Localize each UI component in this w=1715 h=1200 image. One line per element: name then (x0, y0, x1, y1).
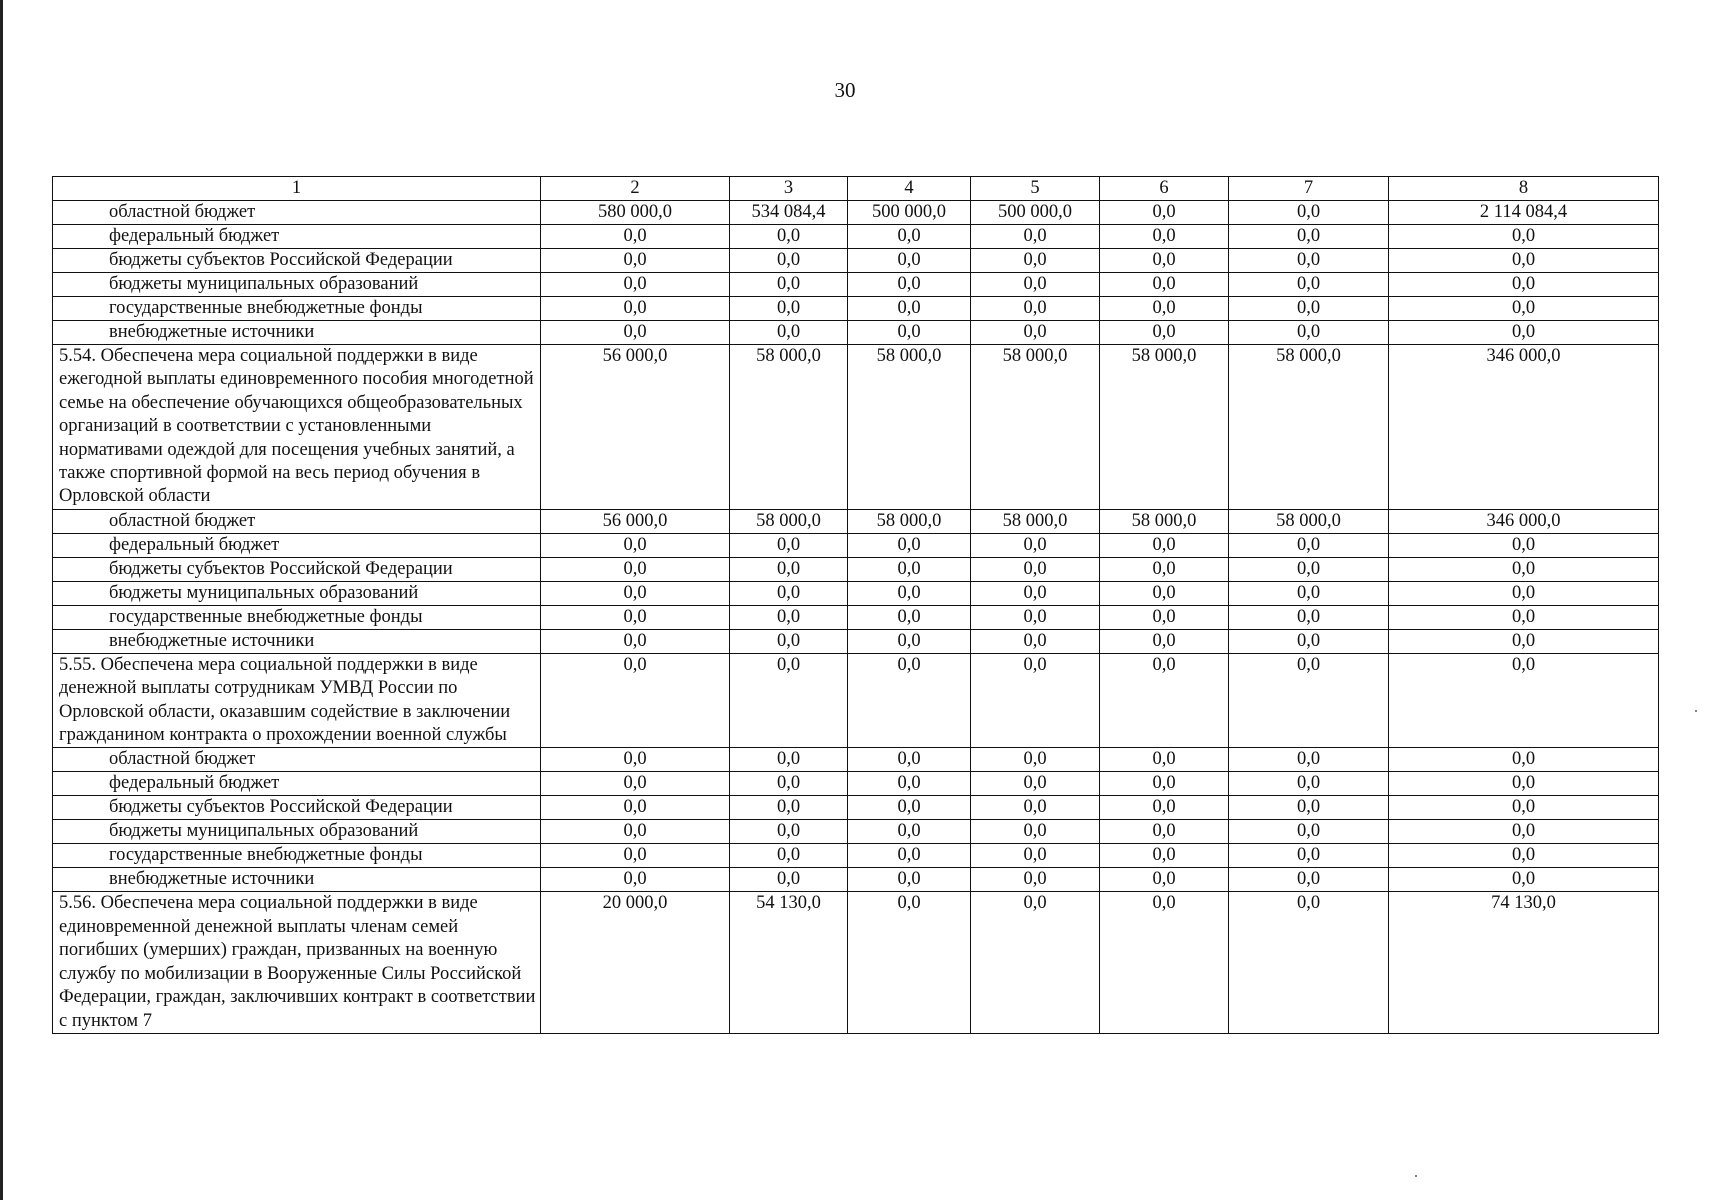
year-value-cell: 0,0 (730, 225, 848, 249)
year-value-cell: 0,0 (541, 557, 730, 581)
year-value-cell: 0,0 (730, 605, 848, 629)
year-value-cell: 0,0 (971, 581, 1100, 605)
year-value-cell: 56 000,0 (541, 509, 730, 533)
total-value-cell: 0,0 (1389, 820, 1659, 844)
year-value-cell: 0,0 (1100, 748, 1229, 772)
header-cell-col-3: 3 (730, 177, 848, 201)
scan-edge (0, 0, 3, 1200)
total-value-cell: 0,0 (1389, 225, 1659, 249)
year-value-cell: 0,0 (541, 796, 730, 820)
year-value-cell: 0,0 (730, 533, 848, 557)
measure-description: 5.54. Обеспечена мера социальной поддержки в виде ежегодной выплаты единовременного пособия многодетной семье на обеспечение обучающихся общеобразовательных организаций в соответствии с установленными нормативами одеждой для посещения учебных занятий, а также спортивной формой на весь период обучения в Орловской области (53, 345, 541, 510)
funding-source-label: внебюджетные источники (53, 321, 541, 345)
funding-source-label: внебюджетные источники (53, 629, 541, 653)
total-value-cell: 0,0 (1389, 605, 1659, 629)
year-value-cell: 0,0 (1100, 321, 1229, 345)
source-row (53, 533, 1659, 557)
year-value-cell: 534 084,4 (730, 201, 848, 225)
source-row (53, 605, 1659, 629)
year-value-cell: 0,0 (971, 249, 1100, 273)
year-value-cell: 0,0 (1229, 297, 1389, 321)
scan-speck (1695, 710, 1697, 712)
year-value-cell: 58 000,0 (848, 509, 971, 533)
source-row (53, 557, 1659, 581)
year-value-cell: 0,0 (1100, 868, 1229, 892)
year-value-cell: 0,0 (971, 748, 1100, 772)
year-value-cell: 0,0 (730, 581, 848, 605)
total-value-cell: 0,0 (1389, 581, 1659, 605)
measure-description: 5.56. Обеспечена мера социальной поддержки в виде единовременной денежной выплаты членам семей погибших (умерших) граждан, призванных на военную службу по мобилизации в Вооруженные Силы Российской Федерации, граждан, заключивших контракт в соответствии с пунктом 7 (53, 892, 541, 1033)
source-row (53, 820, 1659, 844)
funding-source-label: государственные внебюджетные фонды (53, 605, 541, 629)
year-value-cell: 0,0 (1100, 796, 1229, 820)
year-value-cell: 0,0 (1100, 225, 1229, 249)
year-value-cell: 0,0 (541, 868, 730, 892)
year-value-cell: 580 000,0 (541, 201, 730, 225)
funding-source-label: федеральный бюджет (53, 225, 541, 249)
year-value-cell: 0,0 (541, 225, 730, 249)
funding-source-label: бюджеты муниципальных образований (53, 273, 541, 297)
total-value-cell: 0,0 (1389, 653, 1659, 748)
year-value-cell: 500 000,0 (971, 201, 1100, 225)
year-value-cell: 0,0 (730, 748, 848, 772)
year-value-cell: 58 000,0 (971, 509, 1100, 533)
year-value-cell: 0,0 (730, 772, 848, 796)
year-value-cell: 0,0 (848, 629, 971, 653)
year-value-cell: 0,0 (1229, 273, 1389, 297)
year-value-cell: 0,0 (730, 557, 848, 581)
year-value-cell: 0,0 (848, 748, 971, 772)
year-value-cell: 0,0 (1229, 557, 1389, 581)
year-value-cell: 0,0 (541, 321, 730, 345)
year-value-cell: 56 000,0 (541, 345, 730, 510)
year-value-cell: 0,0 (971, 273, 1100, 297)
source-row (53, 273, 1659, 297)
funding-source-label: бюджеты муниципальных образований (53, 581, 541, 605)
page-number: 30 (834, 78, 856, 102)
source-row (53, 201, 1659, 225)
source-row (53, 321, 1659, 345)
year-value-cell: 0,0 (730, 820, 848, 844)
year-value-cell: 0,0 (1100, 557, 1229, 581)
header-cell-col-1: 1 (53, 177, 541, 201)
header-cell-col-6: 6 (1100, 177, 1229, 201)
year-value-cell: 500 000,0 (848, 201, 971, 225)
year-value-cell: 58 000,0 (730, 345, 848, 510)
year-value-cell: 0,0 (1229, 629, 1389, 653)
year-value-cell: 0,0 (1100, 629, 1229, 653)
year-value-cell: 0,0 (541, 533, 730, 557)
year-value-cell: 0,0 (1229, 653, 1389, 748)
year-value-cell: 0,0 (971, 225, 1100, 249)
funding-source-label: областной бюджет (53, 509, 541, 533)
header-cell-col-4: 4 (848, 177, 971, 201)
scan-speck (1415, 1175, 1417, 1177)
funding-source-label: внебюджетные источники (53, 868, 541, 892)
total-value-cell: 0,0 (1389, 297, 1659, 321)
year-value-cell: 0,0 (848, 225, 971, 249)
year-value-cell: 0,0 (541, 748, 730, 772)
year-value-cell: 0,0 (541, 605, 730, 629)
total-value-cell: 0,0 (1389, 748, 1659, 772)
year-value-cell: 0,0 (971, 605, 1100, 629)
source-row (53, 225, 1659, 249)
year-value-cell: 0,0 (1229, 820, 1389, 844)
source-row (53, 748, 1659, 772)
total-value-cell: 346 000,0 (1389, 509, 1659, 533)
year-value-cell: 0,0 (541, 820, 730, 844)
year-value-cell: 0,0 (1100, 820, 1229, 844)
section-row (53, 653, 1659, 748)
year-value-cell: 0,0 (730, 844, 848, 868)
year-value-cell: 0,0 (730, 629, 848, 653)
year-value-cell: 0,0 (1229, 772, 1389, 796)
year-value-cell: 0,0 (848, 581, 971, 605)
year-value-cell: 0,0 (1229, 249, 1389, 273)
year-value-cell: 0,0 (848, 249, 971, 273)
year-value-cell: 0,0 (848, 892, 971, 1033)
funding-source-label: бюджеты субъектов Российской Федерации (53, 249, 541, 273)
year-value-cell: 58 000,0 (971, 345, 1100, 510)
year-value-cell: 58 000,0 (1229, 345, 1389, 510)
header-cell-col-8: 8 (1389, 177, 1659, 201)
year-value-cell: 0,0 (848, 321, 971, 345)
year-value-cell: 0,0 (541, 844, 730, 868)
year-value-cell: 0,0 (848, 820, 971, 844)
year-value-cell: 0,0 (971, 844, 1100, 868)
funding-source-label: бюджеты муниципальных образований (53, 820, 541, 844)
year-value-cell: 0,0 (848, 868, 971, 892)
year-value-cell: 0,0 (1229, 748, 1389, 772)
year-value-cell: 0,0 (730, 321, 848, 345)
year-value-cell: 0,0 (730, 868, 848, 892)
year-value-cell: 58 000,0 (848, 345, 971, 510)
year-value-cell: 0,0 (1100, 581, 1229, 605)
year-value-cell: 0,0 (971, 653, 1100, 748)
total-value-cell: 0,0 (1389, 629, 1659, 653)
year-value-cell: 58 000,0 (730, 509, 848, 533)
header-cell-col-2: 2 (541, 177, 730, 201)
year-value-cell: 0,0 (971, 820, 1100, 844)
year-value-cell: 0,0 (971, 629, 1100, 653)
year-value-cell: 0,0 (1100, 273, 1229, 297)
year-value-cell: 0,0 (1100, 653, 1229, 748)
year-value-cell: 0,0 (1229, 321, 1389, 345)
year-value-cell: 0,0 (730, 249, 848, 273)
measure-description: 5.55. Обеспечена мера социальной поддержки в виде денежной выплаты сотрудникам УМВД России по Орловской области, оказавшим содействие в заключении гражданином контракта о прохождении военной службы (53, 653, 541, 748)
funding-source-label: федеральный бюджет (53, 533, 541, 557)
source-row (53, 844, 1659, 868)
source-row (53, 868, 1659, 892)
year-value-cell: 0,0 (541, 653, 730, 748)
table-body (53, 177, 1659, 1034)
section-row (53, 892, 1659, 1033)
total-value-cell: 0,0 (1389, 844, 1659, 868)
total-value-cell: 0,0 (1389, 557, 1659, 581)
year-value-cell: 0,0 (848, 796, 971, 820)
year-value-cell: 0,0 (1100, 249, 1229, 273)
year-value-cell: 0,0 (541, 273, 730, 297)
total-value-cell: 346 000,0 (1389, 345, 1659, 510)
year-value-cell: 58 000,0 (1229, 509, 1389, 533)
funding-source-label: бюджеты субъектов Российской Федерации (53, 796, 541, 820)
source-row (53, 249, 1659, 273)
source-row (53, 629, 1659, 653)
total-value-cell: 0,0 (1389, 321, 1659, 345)
year-value-cell: 0,0 (971, 796, 1100, 820)
funding-source-label: государственные внебюджетные фонды (53, 297, 541, 321)
year-value-cell: 0,0 (1100, 844, 1229, 868)
year-value-cell: 0,0 (730, 653, 848, 748)
year-value-cell: 0,0 (1100, 772, 1229, 796)
year-value-cell: 0,0 (971, 321, 1100, 345)
year-value-cell: 0,0 (971, 892, 1100, 1033)
source-row (53, 796, 1659, 820)
total-value-cell: 0,0 (1389, 273, 1659, 297)
budget-table (52, 176, 1659, 1034)
year-value-cell: 0,0 (848, 605, 971, 629)
year-value-cell: 0,0 (1229, 201, 1389, 225)
year-value-cell: 0,0 (541, 629, 730, 653)
year-value-cell: 0,0 (1100, 533, 1229, 557)
year-value-cell: 0,0 (541, 581, 730, 605)
year-value-cell: 0,0 (848, 557, 971, 581)
year-value-cell: 0,0 (848, 273, 971, 297)
header-cell-col-7: 7 (1229, 177, 1389, 201)
source-row (53, 297, 1659, 321)
year-value-cell: 0,0 (971, 772, 1100, 796)
year-value-cell: 0,0 (1100, 201, 1229, 225)
year-value-cell: 0,0 (971, 297, 1100, 321)
total-value-cell: 74 130,0 (1389, 892, 1659, 1033)
year-value-cell: 0,0 (730, 796, 848, 820)
year-value-cell: 0,0 (1100, 892, 1229, 1033)
year-value-cell: 0,0 (1229, 796, 1389, 820)
year-value-cell: 0,0 (1229, 581, 1389, 605)
funding-source-label: федеральный бюджет (53, 772, 541, 796)
year-value-cell: 0,0 (1229, 533, 1389, 557)
year-value-cell: 0,0 (971, 557, 1100, 581)
year-value-cell: 0,0 (848, 653, 971, 748)
year-value-cell: 0,0 (1229, 844, 1389, 868)
year-value-cell: 0,0 (541, 772, 730, 796)
header-cell-col-5: 5 (971, 177, 1100, 201)
table-header-row (53, 177, 1659, 201)
year-value-cell: 58 000,0 (1100, 509, 1229, 533)
year-value-cell: 0,0 (730, 297, 848, 321)
total-value-cell: 0,0 (1389, 868, 1659, 892)
year-value-cell: 0,0 (848, 533, 971, 557)
year-value-cell: 0,0 (971, 868, 1100, 892)
year-value-cell: 0,0 (1229, 225, 1389, 249)
source-row (53, 581, 1659, 605)
funding-source-label: бюджеты субъектов Российской Федерации (53, 557, 541, 581)
total-value-cell: 0,0 (1389, 533, 1659, 557)
section-row (53, 345, 1659, 510)
total-value-cell: 0,0 (1389, 796, 1659, 820)
source-row (53, 509, 1659, 533)
total-value-cell: 0,0 (1389, 772, 1659, 796)
year-value-cell: 0,0 (848, 297, 971, 321)
year-value-cell: 0,0 (848, 844, 971, 868)
total-value-cell: 0,0 (1389, 249, 1659, 273)
funding-source-label: государственные внебюджетные фонды (53, 844, 541, 868)
year-value-cell: 0,0 (1100, 605, 1229, 629)
year-value-cell: 20 000,0 (541, 892, 730, 1033)
year-value-cell: 58 000,0 (1100, 345, 1229, 510)
year-value-cell: 0,0 (1100, 297, 1229, 321)
funding-source-label: областной бюджет (53, 748, 541, 772)
year-value-cell: 0,0 (730, 273, 848, 297)
year-value-cell: 0,0 (541, 249, 730, 273)
year-value-cell: 54 130,0 (730, 892, 848, 1033)
funding-source-label: областной бюджет (53, 201, 541, 225)
source-row (53, 772, 1659, 796)
year-value-cell: 0,0 (848, 772, 971, 796)
year-value-cell: 0,0 (1229, 605, 1389, 629)
year-value-cell: 0,0 (541, 297, 730, 321)
year-value-cell: 0,0 (1229, 892, 1389, 1033)
year-value-cell: 0,0 (1229, 868, 1389, 892)
year-value-cell: 0,0 (971, 533, 1100, 557)
total-value-cell: 2 114 084,4 (1389, 201, 1659, 225)
